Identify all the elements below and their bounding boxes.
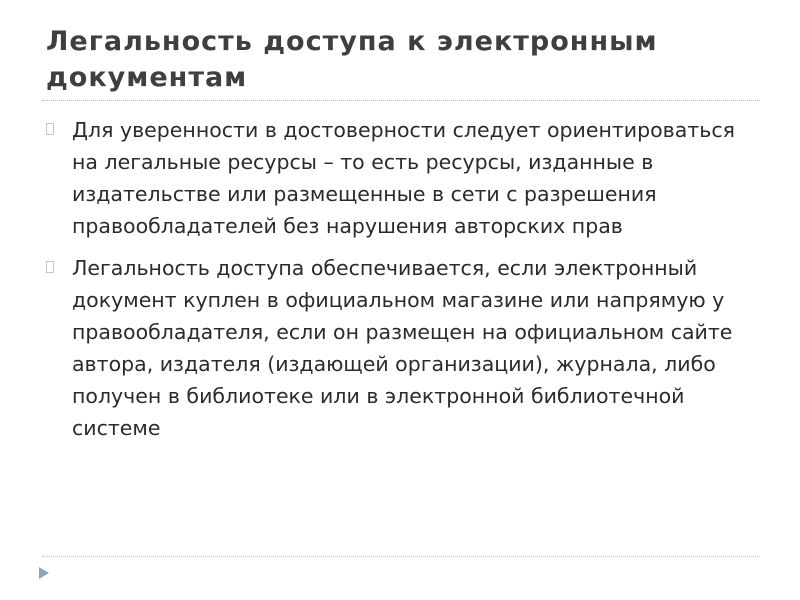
bullet-text: Легальность доступа обеспечивается, если электронный документ куплен в официальном магазине или напрямую у правообладателя, если он размещен на официальном сайте автора, издателя (издающей организации), журнала, либо получен в библиотеке или в электронной библиотечной системе <box>72 256 733 440</box>
footer-divider <box>42 556 760 557</box>
list-item <box>46 114 761 242</box>
list-item <box>46 252 761 444</box>
bullet-list <box>46 114 761 454</box>
square-outline-bullet-icon <box>46 123 54 135</box>
triangle-arrow-icon <box>38 566 50 580</box>
title-divider <box>42 100 760 101</box>
bullet-text: Для уверенности в достоверности следует ориентироваться на легальные ресурсы – то есть ресурсы, изданные в издательстве или размещенные в сети с разрешения правообладателей без нарушения авторских прав <box>72 118 735 238</box>
slide-title: Легальность доступа к электронным документам <box>46 26 658 93</box>
square-outline-bullet-icon <box>46 261 54 273</box>
